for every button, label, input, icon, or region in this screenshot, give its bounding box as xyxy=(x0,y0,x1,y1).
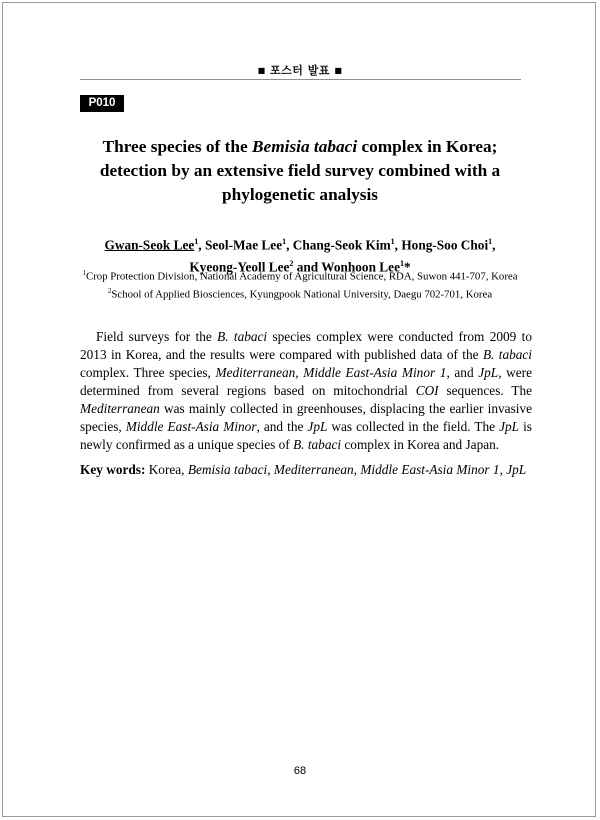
keyword-text: Korea, xyxy=(145,462,188,477)
affiliation-text: School of Applied Biosciences, Kyungpook National University, Daegu 702-701, Korea xyxy=(111,288,493,301)
affiliation-text: Crop Protection Division, National Academy of Agricultural Science, RDA, Suwon 441-707, Korea xyxy=(86,270,518,283)
author-name: Wonhoon Lee xyxy=(321,259,400,275)
author-affiliation-mark: 1 xyxy=(399,259,404,269)
author-affiliation-mark: 2 xyxy=(289,259,294,269)
affiliation-mark: 2 xyxy=(107,286,112,295)
abstract-text: complex in Korea and Japan. xyxy=(341,437,500,452)
author-separator: and xyxy=(293,259,322,275)
author-separator: , xyxy=(198,237,205,253)
abstract-italic: JpL xyxy=(478,365,499,380)
title-text: Three species of the xyxy=(102,137,252,156)
abstract-text: Field surveys for the xyxy=(96,329,218,344)
abstract-text: , and the xyxy=(256,419,308,434)
page-number: 68 xyxy=(293,765,307,777)
paper-title xyxy=(68,135,532,207)
affiliations xyxy=(60,266,540,301)
author-name: Hong-Soo Choi xyxy=(401,237,489,253)
abstract-text: , and xyxy=(446,365,479,380)
abstract-text: was mainly collected in greenhouses, displacing the earlier invasive species, xyxy=(80,401,532,434)
corresponding-author-mark: * xyxy=(403,259,411,275)
abstract-text: was collected in the field. The xyxy=(327,419,500,434)
square-bullet-icon: ■ xyxy=(334,66,343,75)
author-affiliation-mark: 1 xyxy=(282,237,287,246)
author-name: Kyeong-Yeoll Lee xyxy=(189,259,290,275)
author-name: Chang-Seok Kim xyxy=(292,237,391,253)
keywords-label: Key words: xyxy=(80,462,146,477)
abstract-paragraph xyxy=(80,328,532,454)
section-header xyxy=(0,62,600,78)
abstract-text: complex. Three species, xyxy=(80,365,216,380)
abstract-italic: B. tabaci xyxy=(482,347,533,362)
abstract-text: species complex were conducted from 2009 to 2013 in Korea, and the results were compared with published data of the xyxy=(80,329,532,362)
affiliation-mark: 1 xyxy=(82,269,86,277)
abstract-text: sequences. The xyxy=(438,383,533,398)
abstract-italic: Middle East-Asia Minor 1 xyxy=(303,365,447,380)
keywords-line xyxy=(80,461,540,479)
title-species-name: Bemisia tabaci xyxy=(252,137,358,156)
abstract-text: , xyxy=(295,365,304,380)
author-affiliation-mark: 1 xyxy=(194,237,199,246)
abstract-italic: B. tabaci xyxy=(293,437,342,452)
abstract-italic: COI xyxy=(415,383,439,398)
affiliation-line xyxy=(60,266,540,284)
abstract-italic: Mediterranean xyxy=(215,365,296,380)
affiliation-line xyxy=(60,284,540,302)
header-divider xyxy=(80,79,521,80)
section-label: 포스터 발표 xyxy=(270,64,330,77)
keyword-separator: , xyxy=(267,462,274,477)
author-affiliation-mark: 1 xyxy=(488,237,493,246)
keyword-italic: Middle East-Asia Minor 1 xyxy=(360,462,500,477)
keyword-italic: JpL xyxy=(506,462,527,477)
author-separator: , xyxy=(492,237,496,253)
abstract-italic: Middle East-Asia Minor xyxy=(125,419,257,434)
poster-id-badge: P010 xyxy=(80,95,124,112)
abstract-italic: B. tabaci xyxy=(217,329,268,344)
abstract-text: is newly confirmed as a unique species of xyxy=(80,419,532,452)
keyword-italic: Mediterranean xyxy=(273,462,354,477)
keyword-italic: Bemisia tabaci xyxy=(187,462,268,477)
abstract-italic: JpL xyxy=(499,419,520,434)
author-separator: , xyxy=(394,237,402,253)
author-name: Seol-Mae Lee xyxy=(204,237,283,253)
keyword-separator: , xyxy=(353,462,361,477)
keyword-separator: , xyxy=(499,462,507,477)
author-separator: , xyxy=(286,237,293,253)
square-bullet-icon: ■ xyxy=(257,66,266,75)
abstract-italic: Mediterranean xyxy=(80,401,160,416)
abstract-text: , were determined from several regions based on mitochondrial xyxy=(80,365,533,398)
author-affiliation-mark: 1 xyxy=(390,237,395,246)
title-text: complex in Korea; detection by an extensive field survey combined with a phylogenetic analysis xyxy=(99,137,501,204)
author-name: Gwan-Seok Lee xyxy=(104,237,195,253)
abstract-italic: JpL xyxy=(307,419,328,434)
